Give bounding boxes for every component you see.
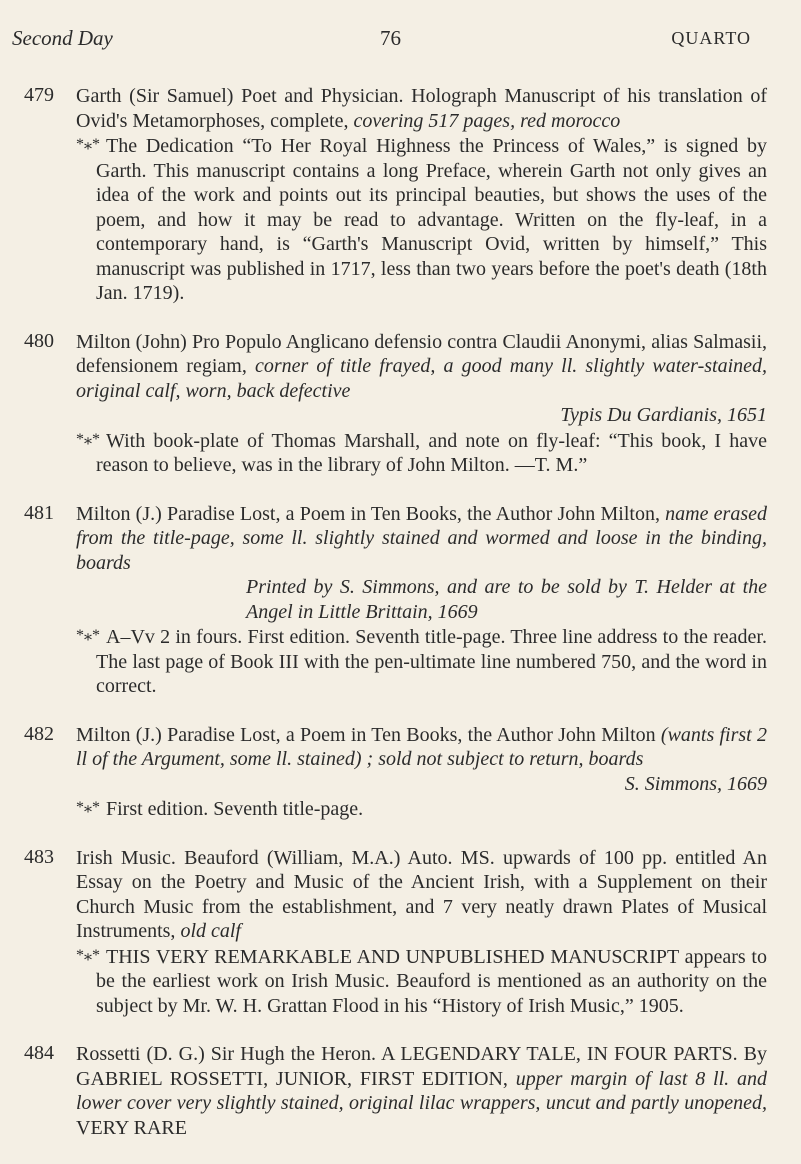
lot-number: 483 [24,845,54,868]
lot-note-text: THIS VERY REMARKABLE AND UNPUBLISHED MANUSCRIPT appears to be the earliest work on Irish Music. Beauford is mentioned as an authority on the subject by Mr. W. H. Grattan Flood in his “History of Irish Music,” 1905. [96,945,767,1017]
lot-note [76,624,767,699]
lot-text: Milton (J.) Paradise Lost, a Poem in Ten Books, the Author John Milton [76,723,661,746]
lot-note [76,133,767,306]
lot-description [76,330,767,478]
lot-number: 481 [24,501,54,524]
lot-note-text: The Dedication “To Her Royal Highness the Princess of Wales,” is signed by Garth. This manuscript contains a long Preface, wherein Garth not only gives an idea of the work and points out its principal beauties, but shows the uses of the poem, and how it may be read to advantage. Written on the fly-leaf, in a contemporary hand, is “Garth's Manuscript Ovid, written by himself,” This manuscript was published in 1717, less than two years before the poet's death (18th Jan. 1719). [96,135,767,304]
lot-note-text: A–Vv 2 in fours. First edition. Seventh title-page. Three line address to the reader. The last page of Book III with the pen-ultimate line numbered 750, and the word in correct. [96,626,767,697]
lot-condition: name erased from the title-page, some ll. slightly stained and wormed and loose in the binding, boards [76,502,767,574]
lot-note-text: First edition. Seventh title-page. [106,798,364,820]
lot-note-text: With book-plate of Thomas Marshall, and note on fly-leaf: “This book, I have reason to believe, was in the library of John Milton. —T. M.” [96,429,767,476]
lot-number: 482 [24,722,54,745]
lot-description [76,1042,767,1140]
catalogue-entries [0,84,801,1164]
lot-number: 479 [24,84,54,106]
lot-description [76,846,767,1019]
lot-imprint: Typis Du Gardianis, 1651 [560,404,767,426]
lot-entry-479 [0,84,801,306]
lot-text: Irish Music. Beauford (William, M.A.) Auto. MS. upwards of 100 pp. entitled An Essay on the Poetry and Music of the Ancient Irish, with a Supplement on their Church Music from the establishment, and 7 very neatly drawn Plates of Musical Instruments, [76,846,767,942]
lot-text: Milton (J.) Paradise Lost, a Poem in Ten Books, the Author John Milton, [76,502,666,525]
asterism-icon: *⁎* [76,627,100,644]
lot-number: 484 [24,1042,54,1064]
page-header [0,26,801,56]
lot-note [76,796,767,822]
running-head-right: QUARTO [671,28,751,48]
lot-entry-482 [0,723,801,822]
lot-condition: corner of title frayed, a good many ll. slightly water-stained, original calf, worn, back defective [76,355,767,402]
lot-number: 480 [24,329,54,352]
lot-note [76,944,767,1019]
lot-text: Garth (Sir Samuel) Poet and Physician. Holograph Manuscript of his translation of Ovid's Metamorphoses, complete, [76,85,767,132]
lot-imprint: S. Simmons, 1669 [624,772,767,795]
lot-entry-481 [0,502,801,699]
lot-entry-480 [0,330,801,478]
lot-condition: upper margin of last 8 ll. and lower cover very slightly stained, original lilac wrappers, uncut and partly unopened, [76,1067,767,1114]
lot-description [76,723,767,822]
asterism-icon: *⁎* [76,946,100,964]
lot-entry-483 [0,846,801,1019]
running-head-left: Second Day [12,26,113,50]
page-number: 76 [380,26,401,50]
lot-description [76,502,767,699]
lot-rarity: VERY RARE [76,1116,187,1139]
asterism-icon: *⁎* [76,799,100,816]
asterism-icon: *⁎* [76,430,100,448]
lot-condition: old calf [180,920,241,942]
lot-imprint: Printed by S. Simmons, and are to be sold by T. Helder at the Angel in Little Brittain, 1669 [246,576,767,623]
lot-text: Rossetti (D. G.) Sir Hugh the Heron. A LEGENDARY TALE, IN FOUR PARTS. By GABRIEL ROSSETTI, JUNIOR, FIRST EDITION, [76,1043,767,1090]
asterism-icon: *⁎* [76,136,100,153]
lot-description [76,84,767,306]
lot-condition: covering 517 pages, red morocco [353,109,621,132]
lot-entry-484 [0,1042,801,1140]
lot-condition: (wants first 2 ll of the Argument, some ll. stained) ; sold not subject to return, boards [76,723,767,770]
lot-note [76,428,767,478]
lot-text: Milton (John) Pro Populo Anglicano defensio contra Claudii Anonymi, alias Salmasii, defensionem regiam, [76,330,767,377]
